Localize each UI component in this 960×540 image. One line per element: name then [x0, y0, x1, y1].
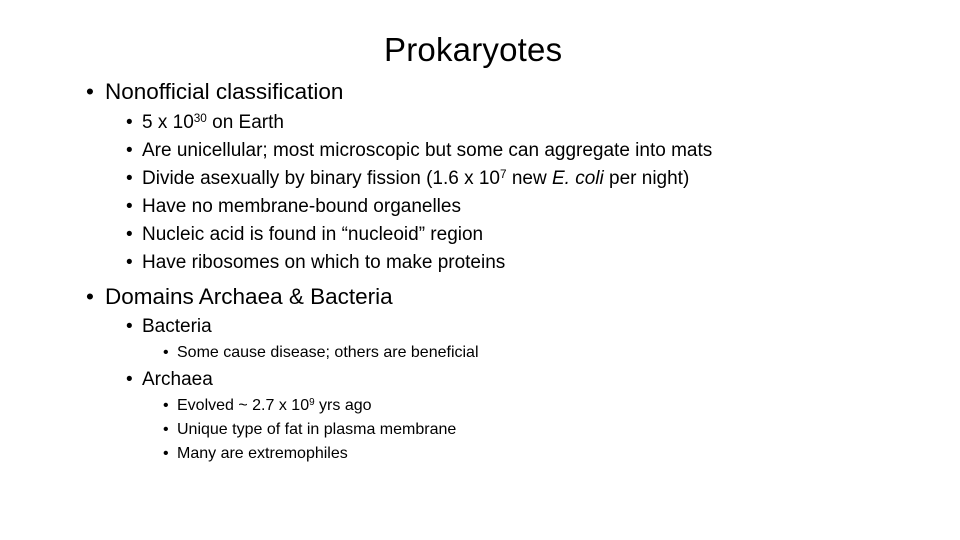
bullet-icon: • [163, 344, 169, 361]
bullet-icon: • [126, 369, 133, 390]
list-item: • Have ribosomes on which to make proteins [126, 252, 506, 273]
list-item: • Some cause disease; others are beneficial [163, 344, 479, 361]
bullet-icon: • [126, 112, 133, 133]
bullet-icon: • [126, 252, 133, 273]
section-heading-domains [86, 283, 393, 311]
list-item: • Many are extremophiles [163, 445, 348, 462]
list-item: • Nucleic acid is found in “nucleoid” region [126, 224, 484, 245]
bullet-icon: • [163, 421, 169, 438]
bullet-icon: • [126, 316, 133, 337]
section-heading-label: Nonofficial classification [105, 79, 344, 104]
list-item: • 5 x $10^{30}$ on Earth [126, 112, 284, 133]
bullet-icon: • [126, 196, 133, 217]
group-label-archaea: • Archaea [126, 369, 213, 390]
list-item: • Unique type of fat in plasma membrane [163, 421, 457, 438]
slide-title: Prokaryotes [384, 31, 563, 68]
bullet-icon: • [126, 224, 133, 245]
bullet-icon: • [126, 140, 133, 161]
list-item: • Divide asexually by binary fission (1.6 x $10^7$ new E. coli per night) [126, 168, 690, 189]
bullet-icon: • [163, 445, 169, 462]
list-item: • Are unicellular; most microscopic but some can aggregate into mats [126, 140, 713, 161]
bullet-icon: • [86, 284, 94, 309]
bullet-icon: • [86, 79, 94, 104]
list-item: • Have no membrane-bound organelles [126, 196, 461, 217]
list-item: • Evolved ~ 2.7 x $10^9$ yrs ago [163, 397, 372, 414]
bullet-icon: • [163, 397, 169, 414]
section-heading-label: Domains Archaea & Bacteria [105, 284, 393, 309]
section-heading-classification [86, 78, 344, 106]
bullet-icon: • [126, 168, 133, 189]
group-label-bacteria: • Bacteria [126, 316, 212, 337]
